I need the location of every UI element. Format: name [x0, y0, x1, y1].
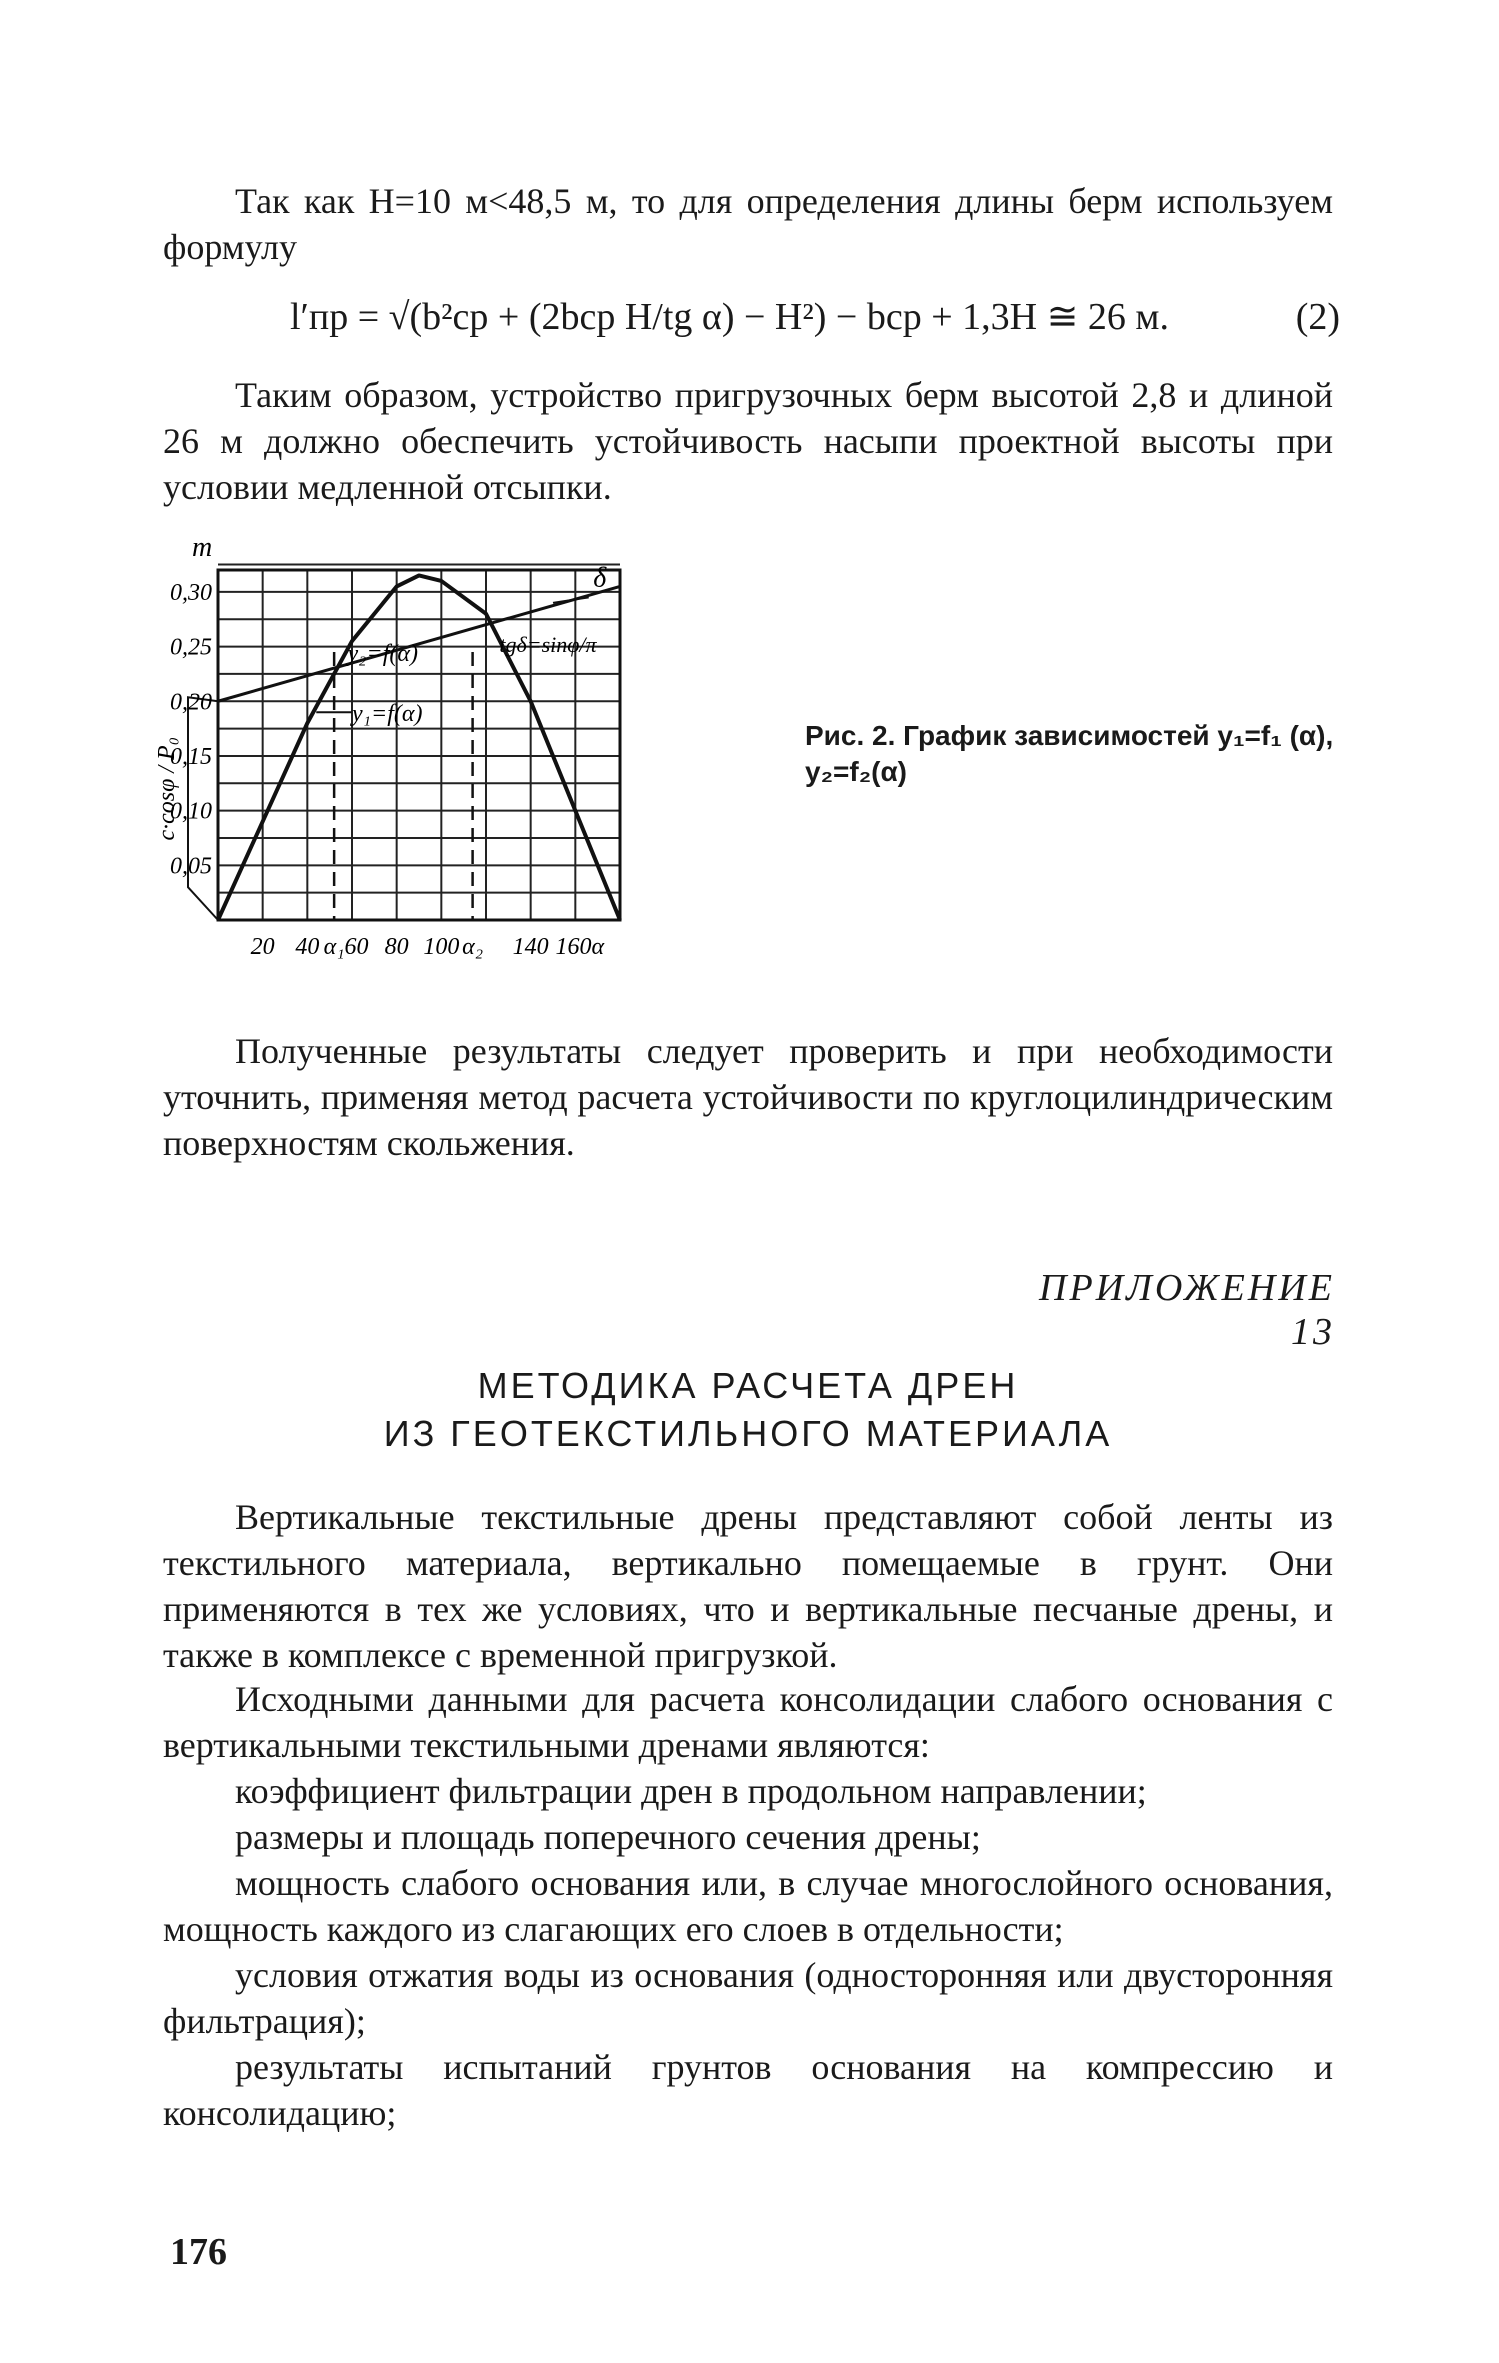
annotation-tgdelta: tgδ=sinφ/π [499, 632, 597, 658]
formula-2 [290, 292, 1340, 342]
paragraph-drains: Вертикальные текстильные дрены представляют собой ленты из текстильного материала, вертикально помещаемые в грунт. Они применяются в тех же условиях, что и вертикальные песчаные дрены, и также в комплексе с временной пригрузкой. [163, 1497, 1333, 1675]
page-number: 176 [170, 2231, 227, 2273]
x-tick-label: 140 [512, 934, 549, 960]
x-tick-label: α₂ [462, 934, 484, 960]
x-tick-label: 20 [250, 934, 275, 960]
paragraph-input-data: Исходными данными для расчета консолидации слабого основания с вертикальными текстильными дренами являются: [163, 1679, 1333, 1765]
x-tick-label: α₁ [323, 934, 345, 960]
x-tick-label: 60 [344, 934, 369, 960]
series-line [218, 575, 620, 920]
annotation-delta: δ [593, 562, 607, 594]
paragraph-results: Полученные результаты следует проверить и при необходимости уточнить, применяя метод расчета устойчивости по круглоцилиндрическим поверхностям скольжения. [163, 1031, 1333, 1163]
plot-frame [218, 570, 620, 920]
y-tick-label: 0,20 [170, 689, 212, 716]
list-item: размеры и площадь поперечного сечения дрены; [235, 1817, 981, 1857]
formula-text: l′пр = √(b²ср + (2bср H/tg α) − H²) − bср + 1,3H ≅ 26 м. [290, 296, 1169, 338]
chart-annotations [316, 562, 607, 727]
list-item: коэффициент фильтрации дрен в продольном направлении; [235, 1771, 1147, 1811]
formula-number: (2) [1295, 296, 1340, 338]
alpha-vlines [334, 652, 472, 920]
chart-axes [188, 570, 620, 920]
x-tick-label: 40 [295, 934, 320, 960]
top-paragraph: Так как H=10 м<48,5 м, то для определения длины берм используем формулу [163, 181, 1333, 267]
y-axis-side-label: c·cosφ / P₀ [154, 736, 180, 841]
y-tick-label: 0,10 [170, 798, 212, 825]
annotation-y2: y₂=f(α) [347, 640, 418, 667]
section-heading-line2: ИЗ ГЕОТЕКСТИЛЬНОГО МАТЕРИАЛА [383, 1413, 1113, 1454]
annotation-y1: y₁=f(α) [352, 700, 423, 727]
dependency-chart [154, 520, 720, 980]
x-tick-label: 80 [384, 934, 409, 960]
y-tick-label: 0,30 [170, 579, 212, 606]
appendix-label: ПРИЛОЖЕНИЕ 13 [1039, 1267, 1335, 1353]
y-tick-label: 0,15 [170, 743, 212, 770]
y-tick-label: 0,05 [170, 853, 212, 880]
figure-caption: Рис. 2. График зависимостей y₁=f₁ (α), y₂=f₂(α) [805, 720, 1334, 787]
x-tick-label: 160α [555, 934, 605, 960]
paragraph-stability: Таким образом, устройство пригрузочных берм высотой 2,8 и длиной 26 м должно обеспечить устойчивость насыпи проектной высоты при условии медленной отсыпки. [163, 375, 1333, 507]
x-tick-labels [251, 934, 605, 960]
y-tick-label: 0,25 [170, 634, 212, 661]
chart-grid [218, 565, 620, 920]
list-item: результаты испытаний грунтов основания на компрессию и консолидацию; [163, 2047, 1333, 2133]
section-heading-line1: МЕТОДИКА РАСЧЕТА ДРЕН [477, 1365, 1019, 1406]
x-tick-label: 100 [423, 934, 460, 960]
y-axis-top-label: m [192, 532, 213, 563]
list-item: мощность слабого основания или, в случае многослойного основания, мощность каждого из слагающих его слоев в отдельности; [163, 1863, 1333, 1949]
y-tick-labels [154, 532, 212, 879]
list-item: условия отжатия воды из основания (односторонняя или двусторонняя фильтрация); [163, 1955, 1333, 2041]
chart-series [218, 575, 620, 920]
